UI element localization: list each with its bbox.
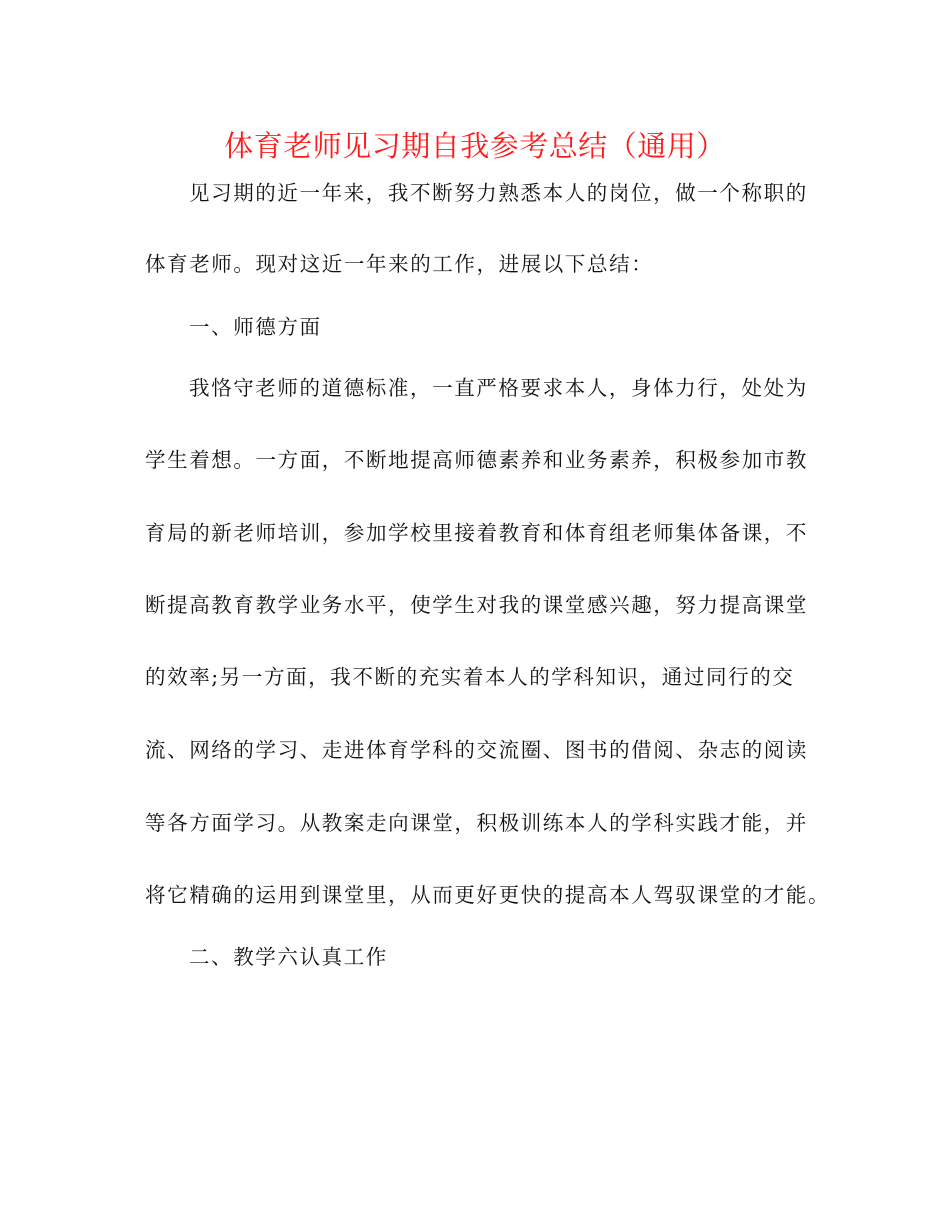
section-heading: 一、师德方面 [189,315,322,339]
paragraph-line: 断提高教育教学业务水平，使学生对我的课堂感兴趣，努力提高课堂 [145,593,808,617]
paragraph-line: 流、网络的学习、走进体育学科的交流圈、图书的借阅、杂志的阅读 [145,738,808,762]
paragraph-line: 学生着想。一方面，不断地提高师德素养和业务素养，积极参加市教 [145,448,808,472]
paragraph-line: 育局的新老师培训，参加学校里接着教育和体育组老师集体备课，不 [145,521,808,545]
document-title: 体育老师见习期自我参考总结（通用） [224,129,726,163]
paragraph-line: 等各方面学习。从教案走向课堂，积极训练本人的学科实践才能，并 [145,811,808,835]
section-heading: 二、教学六认真工作 [189,945,388,969]
paragraph-line: 体育老师。现对这近一年来的工作，进展以下总结： [145,252,654,276]
paragraph-line: 我恪守老师的道德标准，一直严格要求本人，身体力行，处处为 [189,376,808,400]
paragraph-line: 见习期的近一年来，我不断努力熟悉本人的岗位，做一个称职的 [189,181,808,205]
paragraph-line: 将它精确的运用到课堂里，从而更好更快的提高本人驾驭课堂的才能。 [145,883,831,907]
paragraph-line: 的效率;另一方面，我不断的充实着本人的学科知识，通过同行的交 [145,665,795,689]
